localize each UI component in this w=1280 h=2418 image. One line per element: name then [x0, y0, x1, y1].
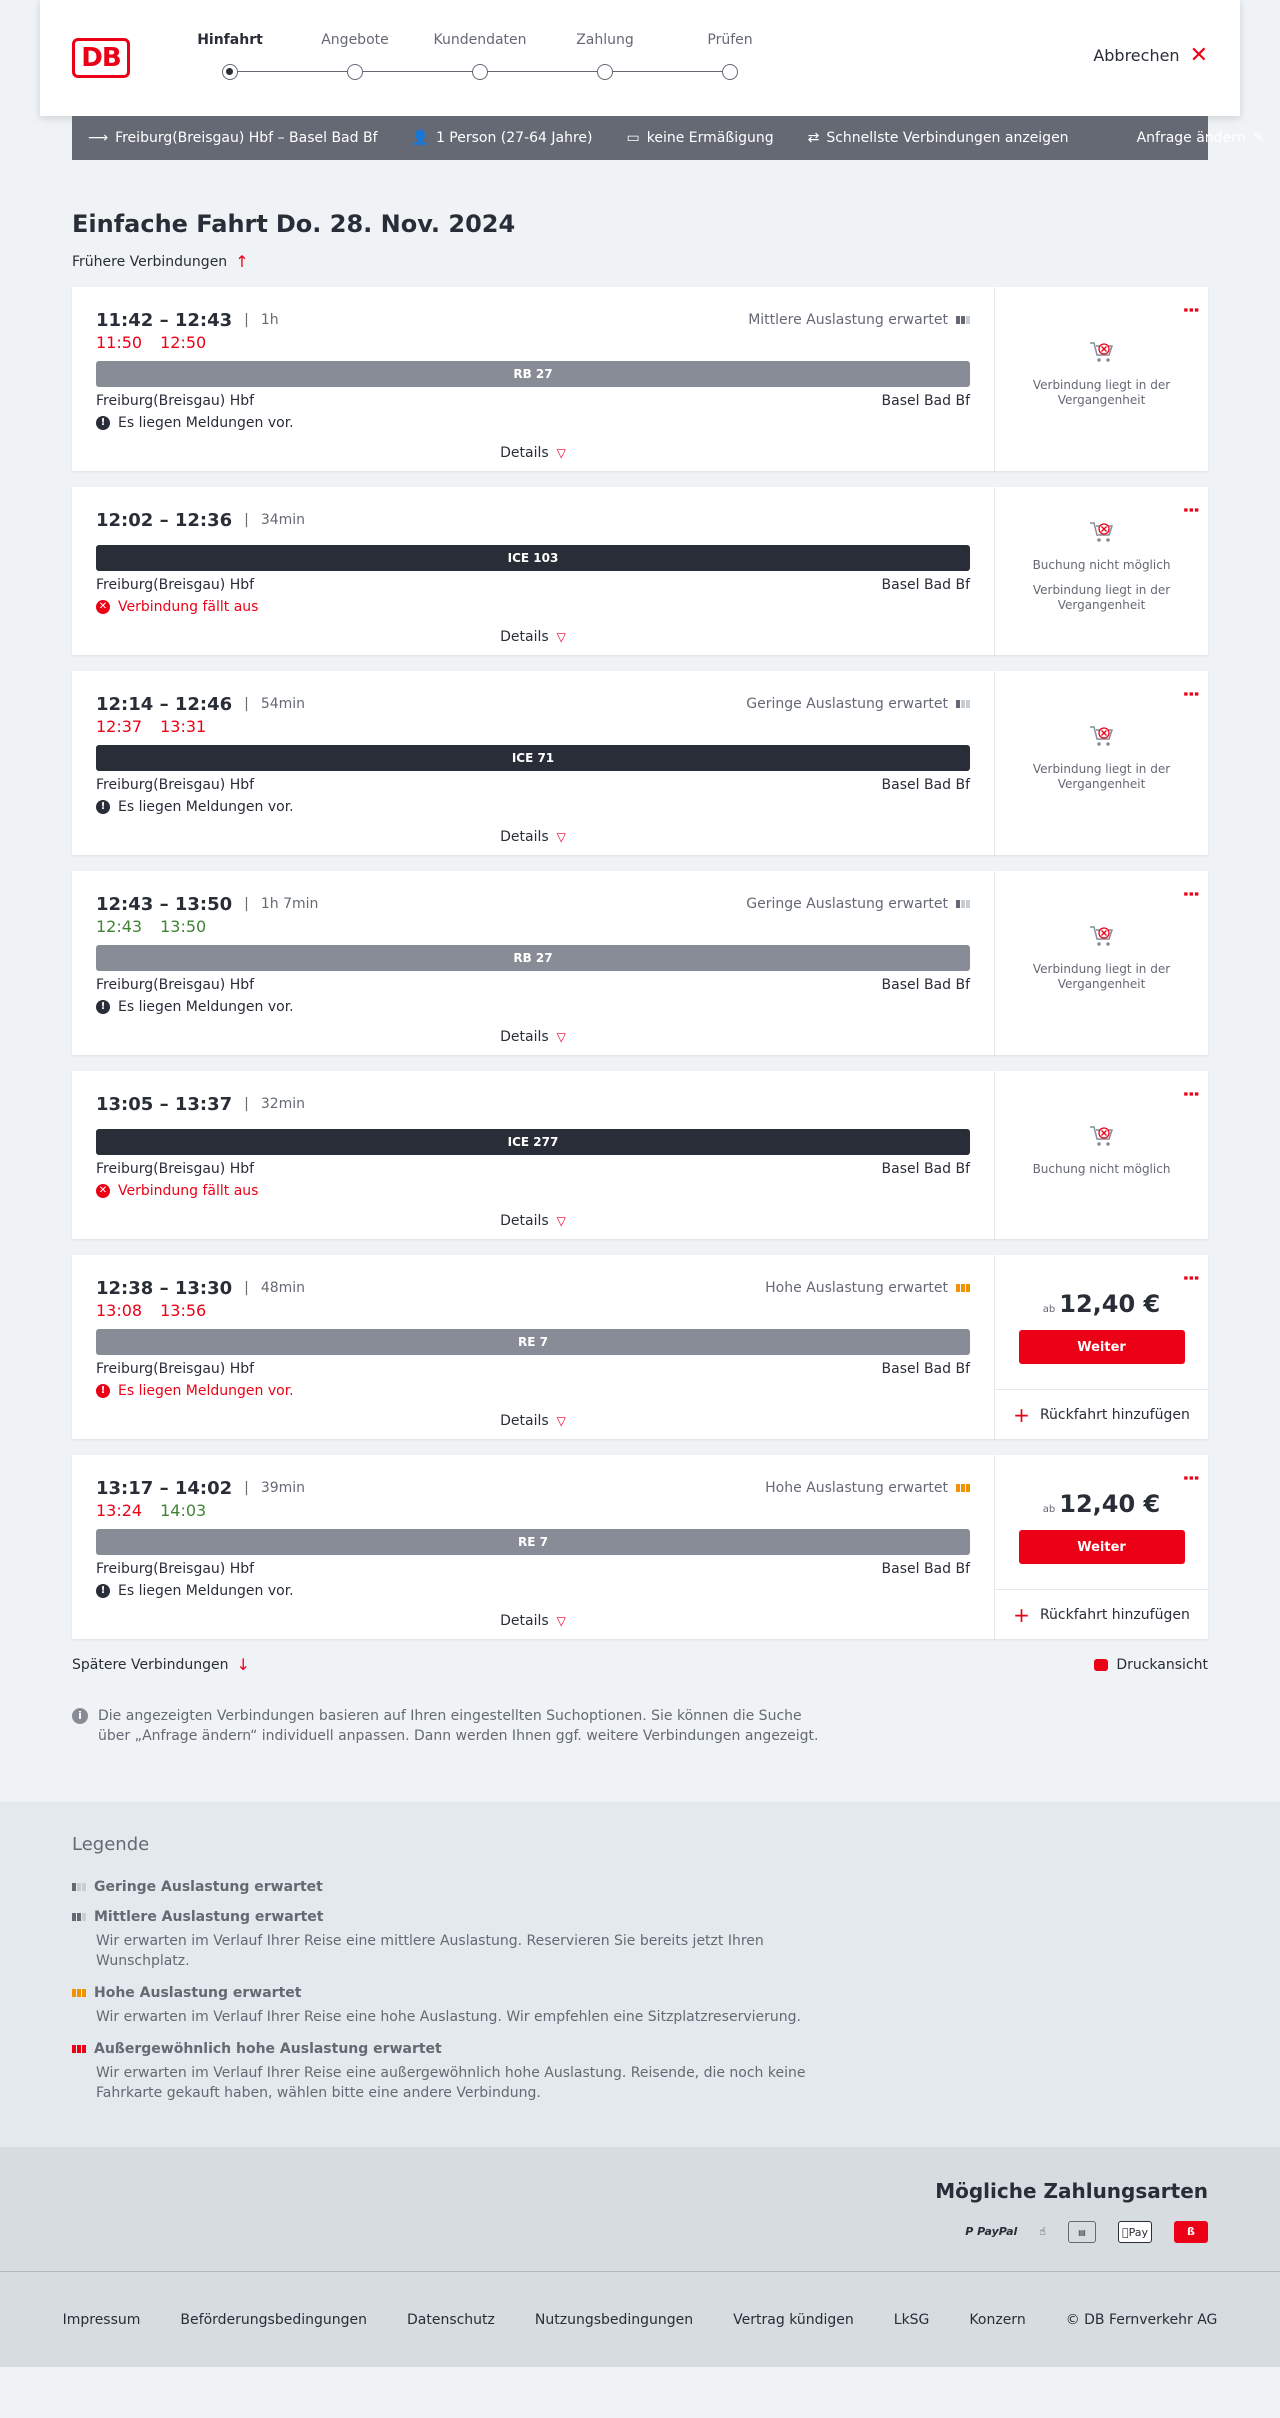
times-row: [96, 509, 970, 531]
legend-section: [0, 1802, 1280, 2147]
close-icon: ✕: [1189, 42, 1208, 68]
details-toggle[interactable]: [96, 1613, 970, 1629]
booking-status: [995, 287, 1208, 471]
origin-station: Freiburg(Breisgau) Hbf: [96, 1161, 255, 1177]
credit-card-hand-icon: ☝: [1039, 2225, 1046, 2238]
step-dot-active: [222, 64, 238, 80]
planned-times: 13:17 – 14:02: [96, 1477, 233, 1499]
earlier-connections-link[interactable]: [72, 252, 1208, 271]
change-request-button[interactable]: [1137, 130, 1265, 146]
planned-times: 12:43 – 13:50: [96, 893, 233, 915]
duration: 48min: [260, 1280, 306, 1296]
footer-link[interactable]: Nutzungsbedingungen: [534, 2311, 694, 2328]
footer-link[interactable]: © DB Fernverkehr AG: [1065, 2311, 1218, 2328]
payment-methods-title: Mögliche Zahlungsarten: [935, 2179, 1208, 2203]
booking-status: [995, 671, 1208, 855]
booking-panel: [994, 1071, 1208, 1239]
later-connections-label: Spätere Verbindungen: [72, 1656, 229, 1673]
legend-item: [72, 1879, 1208, 1895]
legend-item-title: Außergewöhnlich hohe Auslastung erwartet: [94, 2041, 442, 2057]
more-options-icon[interactable]: ⋮: [1180, 1085, 1201, 1103]
realtime-row: [96, 1501, 970, 1523]
page-title: [72, 210, 1208, 238]
plus-icon: +: [1013, 1602, 1030, 1627]
realtime-arrival: 13:50: [160, 917, 207, 936]
realtime-departure: 11:50: [96, 333, 143, 352]
times-row: [96, 693, 970, 715]
legend-item-title: Geringe Auslastung erwartet: [94, 1879, 323, 1895]
load-low-icon: [956, 700, 970, 708]
info-note-text: Die angezeigten Verbindungen basieren auf Ihren eingestellten Suchoptionen. Sie können die Suche über „Anfrage ändern“ individuell anpassen. Dann werden Ihnen ggf. weitere Verbindungen angezeigt.: [98, 1708, 819, 1744]
cart-blocked-icon: [1089, 724, 1115, 748]
booking-panel: [994, 1255, 1208, 1439]
cart-blocked-icon: [1089, 924, 1115, 948]
cancel-circle-icon: ✕: [96, 1184, 110, 1198]
legend-item-title: Mittlere Auslastung erwartet: [94, 1909, 324, 1925]
summary-route: [88, 130, 378, 146]
details-label: Details: [500, 445, 549, 461]
connection-card: [72, 1455, 1208, 1639]
stations-row: [96, 577, 970, 593]
add-return-trip-button[interactable]: [995, 1589, 1208, 1639]
train-segment-bar[interactable]: RB 27: [96, 361, 970, 387]
duration: 34min: [260, 512, 306, 528]
train-segment-bar[interactable]: RE 7: [96, 1529, 970, 1555]
details-toggle[interactable]: [96, 445, 970, 461]
step-angebote: [295, 32, 415, 56]
details-toggle[interactable]: [96, 1413, 970, 1429]
times-row: [96, 893, 970, 915]
progress-stepper: [170, 32, 770, 82]
footer-link[interactable]: Beförderungsbedingungen: [180, 2311, 367, 2328]
paypal-icon: P PayPal: [965, 2225, 1018, 2238]
swap-icon: ⇄: [807, 130, 820, 146]
realtime-arrival: 13:31: [160, 717, 207, 736]
legend-item: [72, 1909, 1208, 1971]
cancel-label: Abbrechen: [1093, 46, 1180, 65]
chevron-down-icon: ▽: [556, 1414, 566, 1428]
db-card-icon: ß: [1174, 2221, 1208, 2243]
load-label: Geringe Auslastung erwartet: [746, 696, 948, 712]
booking-status-text: Verbindung liegt in der Vergangenheit: [1032, 378, 1171, 407]
booking-status-text: Buchung nicht möglich: [1032, 1161, 1171, 1176]
stations-row: [96, 1361, 970, 1377]
booking-panel: [994, 487, 1208, 655]
chevron-down-icon: ▽: [556, 1030, 566, 1044]
cart-blocked-icon: [1089, 340, 1115, 364]
load-high-icon: [956, 1284, 970, 1292]
continue-button[interactable]: Weiter: [1019, 1530, 1185, 1564]
apple-pay-icon: [1118, 2221, 1152, 2243]
load-high-icon: [956, 1484, 970, 1492]
train-segment-bar[interactable]: ICE 71: [96, 745, 970, 771]
more-options-icon[interactable]: ⋮: [1180, 1269, 1201, 1287]
details-label: Details: [500, 1413, 549, 1429]
legend-item-desc: Wir erwarten im Verlauf Ihrer Reise eine außergewöhnlich hohe Auslastung. Reisende, die noch keine Fahrkarte gekauft haben, wählen bitte eine andere Verbindung.: [96, 2065, 806, 2101]
load-low-icon: [72, 1883, 86, 1891]
step-dot: [347, 64, 363, 80]
step-zahlung: [545, 32, 665, 56]
price-box: [995, 1455, 1208, 1589]
price: [1043, 1290, 1160, 1318]
booking-status-text: Buchung nicht möglich: [1032, 557, 1171, 572]
booking-status: [995, 871, 1208, 1055]
sepa-invoice-icon: ▤: [1068, 2221, 1096, 2243]
realtime-row: [96, 333, 970, 355]
train-segment-bar[interactable]: RE 7: [96, 1329, 970, 1355]
payment-methods-section: [0, 2147, 1280, 2271]
price-prefix: ab: [1042, 1304, 1056, 1315]
db-logo[interactable]: DB: [72, 38, 130, 78]
legend-item-title-row: [72, 1909, 1208, 1925]
load-label: Geringe Auslastung erwartet: [746, 896, 948, 912]
change-request-label: Anfrage ändern: [1136, 130, 1246, 146]
origin-station: Freiburg(Breisgau) Hbf: [96, 1361, 255, 1377]
price-amount: 12,40 €: [1059, 1290, 1161, 1318]
legend-item-desc: Wir erwarten im Verlauf Ihrer Reise eine hohe Auslastung. Wir empfehlen eine Sitzplatzreservierung.: [96, 2009, 801, 2025]
arrow-right-icon: ⟶: [88, 130, 109, 146]
load-indicator: [746, 696, 970, 712]
realtime-arrival: 14:03: [160, 1501, 207, 1520]
realtime-row: [96, 917, 970, 939]
separator: |: [244, 1096, 249, 1112]
load-indicator: [765, 1280, 970, 1296]
realtime-departure: 12:37: [96, 717, 143, 736]
apple-pay-label: Pay: [1125, 2226, 1145, 2239]
destination-station: Basel Bad Bf: [881, 577, 970, 593]
footer-link[interactable]: Vertrag kündigen: [733, 2311, 854, 2328]
card-icon: ▭: [626, 130, 640, 146]
plus-icon: +: [1013, 1402, 1030, 1427]
load-low-icon: [956, 900, 970, 908]
step-label: Angebote: [321, 32, 389, 48]
summary-fastest-label: Schnellste Verbindungen anzeigen: [826, 130, 1069, 146]
load-indicator: [765, 1480, 970, 1496]
printer-icon: [1094, 1659, 1108, 1671]
origin-station: Freiburg(Breisgau) Hbf: [96, 393, 255, 409]
details-label: Details: [500, 629, 549, 645]
chevron-down-icon: ▽: [556, 630, 566, 644]
realtime-departure: 13:24: [96, 1501, 143, 1520]
connection-card: [72, 487, 1208, 655]
train-segment-bar[interactable]: ICE 277: [96, 1129, 970, 1155]
duration: 1h 7min: [260, 896, 319, 912]
destination-station: Basel Bad Bf: [881, 393, 970, 409]
connection-card: [72, 1071, 1208, 1239]
booking-status-text: Verbindung liegt in der Vergangenheit: [1032, 762, 1171, 791]
connection-notice: [96, 1183, 970, 1199]
separator: |: [244, 696, 249, 712]
footer: [0, 2271, 1280, 2367]
legend-item-title: Hohe Auslastung erwartet: [94, 1985, 302, 2001]
load-medium-icon: [956, 316, 970, 324]
footer-link[interactable]: LkSG: [893, 2311, 930, 2328]
connection-info: [72, 487, 994, 655]
origin-station: Freiburg(Breisgau) Hbf: [96, 1561, 255, 1577]
arrow-down-icon: ↓: [236, 1655, 250, 1674]
connection-card: [72, 671, 1208, 855]
booking-panel: [994, 871, 1208, 1055]
separator: |: [244, 512, 249, 528]
more-options-icon[interactable]: ⋮: [1180, 1469, 1201, 1487]
step-label: Prüfen: [707, 32, 753, 48]
separator: |: [244, 312, 249, 328]
add-return-trip-button[interactable]: [995, 1389, 1208, 1439]
chevron-down-icon: ▽: [556, 1214, 566, 1228]
connection-list: [72, 287, 1208, 1639]
notice-text: Verbindung fällt aus: [118, 1183, 259, 1199]
footer-link[interactable]: Impressum: [62, 2311, 141, 2328]
destination-station: Basel Bad Bf: [881, 1561, 970, 1577]
page-title-date: Do. 28. Nov. 2024: [275, 210, 516, 238]
info-icon: i: [72, 1708, 88, 1724]
realtime-row: [96, 717, 970, 739]
footer-link[interactable]: Konzern: [969, 2311, 1026, 2328]
booking-status-text: Verbindung liegt in der Vergangenheit: [1032, 582, 1171, 612]
footer-link[interactable]: Datenschutz: [406, 2311, 495, 2328]
price: [1043, 1490, 1160, 1518]
realtime-arrival: 13:56: [160, 1301, 207, 1320]
price-amount: 12,40 €: [1059, 1490, 1161, 1518]
separator: |: [244, 896, 249, 912]
step-pruefen: [670, 32, 790, 56]
details-label: Details: [500, 829, 549, 845]
connection-info: [72, 1255, 994, 1439]
later-connections-link[interactable]: [72, 1655, 250, 1674]
summary-route-label: Freiburg(Breisgau) Hbf – Basel Bad Bf: [115, 130, 378, 146]
price-box: [995, 1255, 1208, 1389]
destination-station: Basel Bad Bf: [881, 777, 970, 793]
details-toggle[interactable]: [96, 1029, 970, 1045]
person-icon: 👤: [411, 130, 429, 146]
connection-info: [72, 1455, 994, 1639]
booking-panel: [994, 1455, 1208, 1639]
duration: 39min: [260, 1480, 306, 1496]
alert-icon: !: [96, 416, 110, 430]
search-summary-bar: [72, 116, 1265, 160]
planned-times: 12:38 – 13:30: [96, 1277, 233, 1299]
connection-notice: [96, 1383, 970, 1399]
realtime-arrival: 12:50: [160, 333, 207, 352]
notice-text: Es liegen Meldungen vor.: [118, 999, 294, 1015]
summary-fastest[interactable]: [808, 130, 1069, 146]
more-options-icon[interactable]: ⋮: [1180, 685, 1201, 703]
destination-station: Basel Bad Bf: [881, 1161, 970, 1177]
notice-text: Es liegen Meldungen vor.: [118, 1583, 294, 1599]
step-kundendaten: [420, 32, 540, 56]
load-label: Hohe Auslastung erwartet: [765, 1480, 948, 1496]
connection-card: [72, 287, 1208, 471]
earlier-connections-label: Frühere Verbindungen: [72, 253, 228, 270]
realtime-departure: 12:43: [96, 917, 143, 936]
chevron-down-icon: ▽: [556, 830, 566, 844]
legend-item: [72, 1985, 1208, 2027]
times-row: [96, 1093, 970, 1115]
stations-row: [96, 977, 970, 993]
step-label: Kundendaten: [433, 32, 527, 48]
notice-text: Es liegen Meldungen vor.: [118, 799, 294, 815]
origin-station: Freiburg(Breisgau) Hbf: [96, 777, 255, 793]
separator: |: [244, 1280, 249, 1296]
stations-row: [96, 777, 970, 793]
realtime-row: [96, 1301, 970, 1323]
notice-text: Verbindung fällt aus: [118, 599, 259, 615]
destination-station: Basel Bad Bf: [881, 1361, 970, 1377]
load-extreme-icon: [72, 2045, 86, 2053]
connection-card: [72, 1255, 1208, 1439]
connection-card: [72, 871, 1208, 1055]
load-indicator: [748, 312, 970, 328]
connection-notice: [96, 599, 970, 615]
alert-icon: !: [96, 1384, 110, 1398]
load-label: Mittlere Auslastung erwartet: [748, 312, 948, 328]
details-label: Details: [500, 1213, 549, 1229]
load-medium-icon: [72, 1913, 86, 1921]
chevron-down-icon: ▽: [556, 1614, 566, 1628]
later-row: [72, 1655, 1208, 1674]
step-hinfahrt: [170, 32, 290, 56]
legend-title: Legende: [72, 1834, 150, 1855]
more-options-icon[interactable]: ⋮: [1180, 501, 1201, 519]
booking-status: [995, 1071, 1208, 1239]
step-dot: [472, 64, 488, 80]
notice-text: Es liegen Meldungen vor.: [118, 415, 294, 431]
load-indicator: [746, 896, 970, 912]
stations-row: [96, 1161, 970, 1177]
add-return-label: Rückfahrt hinzufügen: [1039, 1606, 1190, 1623]
times-row: [96, 1477, 970, 1499]
booking-panel: [994, 671, 1208, 855]
details-label: Details: [500, 1029, 549, 1045]
load-high-icon: [72, 1989, 86, 1997]
legend-item-desc: Wir erwarten im Verlauf Ihrer Reise eine mittlere Auslastung. Reservieren Sie bereits jetzt Ihren Wunschplatz.: [96, 1933, 764, 1969]
details-label: Details: [500, 1613, 549, 1629]
realtime-departure: 13:08: [96, 1301, 143, 1320]
step-label: Hinfahrt: [197, 32, 263, 48]
connection-notice: [96, 415, 970, 431]
load-label: Hohe Auslastung erwartet: [765, 1280, 948, 1296]
main-content: [72, 160, 1208, 1746]
search-info-note: [72, 1706, 832, 1746]
connection-info: [72, 671, 994, 855]
duration: 54min: [260, 696, 306, 712]
legend-item-title-row: [72, 1879, 1208, 1895]
continue-button[interactable]: Weiter: [1019, 1330, 1185, 1364]
train-segment-bar[interactable]: RB 27: [96, 945, 970, 971]
add-return-label: Rückfahrt hinzufügen: [1039, 1406, 1190, 1423]
destination-station: Basel Bad Bf: [881, 977, 970, 993]
legend-list: [72, 1879, 1208, 2103]
connection-info: [72, 287, 994, 471]
price-prefix: ab: [1042, 1504, 1056, 1515]
connection-notice: [96, 799, 970, 815]
pencil-icon: ✎: [1252, 130, 1265, 146]
times-row: [96, 309, 970, 331]
legend-item: [72, 2041, 1208, 2103]
stations-row: [96, 393, 970, 409]
planned-times: 11:42 – 12:43: [96, 309, 233, 331]
step-label: Zahlung: [576, 32, 634, 48]
alert-icon: !: [96, 800, 110, 814]
more-options-icon[interactable]: ⋮: [1180, 885, 1201, 903]
origin-station: Freiburg(Breisgau) Hbf: [96, 577, 255, 593]
connection-notice: [96, 999, 970, 1015]
more-options-icon[interactable]: ⋮: [1180, 301, 1201, 319]
details-toggle[interactable]: [96, 829, 970, 845]
times-row: [96, 1277, 970, 1299]
cart-blocked-icon: [1089, 1124, 1115, 1148]
arrow-up-icon: ↑: [235, 252, 249, 271]
planned-times: 12:02 – 12:36: [96, 509, 233, 531]
legend-item-title-row: [72, 2041, 1208, 2057]
print-view-link[interactable]: [1094, 1657, 1208, 1673]
cart-blocked-icon: [1089, 520, 1115, 544]
connection-notice: [96, 1583, 970, 1599]
summary-persons: [412, 130, 593, 146]
legend-item-title-row: [72, 1985, 1208, 2001]
booking-status: [995, 487, 1208, 655]
summary-discount: [627, 130, 774, 146]
step-dot: [597, 64, 613, 80]
connection-info: [72, 871, 994, 1055]
origin-station: Freiburg(Breisgau) Hbf: [96, 977, 255, 993]
booking-panel: [994, 287, 1208, 471]
duration: 1h: [260, 312, 279, 328]
notice-text: Es liegen Meldungen vor.: [118, 1383, 294, 1399]
header: [40, 0, 1240, 116]
step-dot: [722, 64, 738, 80]
booking-status-text: Verbindung liegt in der Vergangenheit: [1032, 962, 1171, 991]
connection-info: [72, 1071, 994, 1239]
summary-discount-label: keine Ermäßigung: [646, 130, 774, 146]
stations-row: [96, 1561, 970, 1577]
separator: |: [244, 1480, 249, 1496]
chevron-down-icon: ▽: [556, 446, 566, 460]
print-view-label: Druckansicht: [1116, 1656, 1208, 1673]
alert-icon: !: [96, 1584, 110, 1598]
duration: 32min: [260, 1096, 306, 1112]
cancel-button[interactable]: [1093, 42, 1208, 68]
details-toggle[interactable]: [96, 1213, 970, 1229]
summary-persons-label: 1 Person (27-64 Jahre): [435, 130, 593, 146]
alert-icon: !: [96, 1000, 110, 1014]
planned-times: 12:14 – 12:46: [96, 693, 233, 715]
train-segment-bar[interactable]: ICE 103: [96, 545, 970, 571]
planned-times: 13:05 – 13:37: [96, 1093, 233, 1115]
details-toggle[interactable]: [96, 629, 970, 645]
page-title-trip-type: Einfache Fahrt: [72, 210, 268, 238]
cancel-circle-icon: ✕: [96, 600, 110, 614]
payment-icons: [72, 2221, 1208, 2243]
